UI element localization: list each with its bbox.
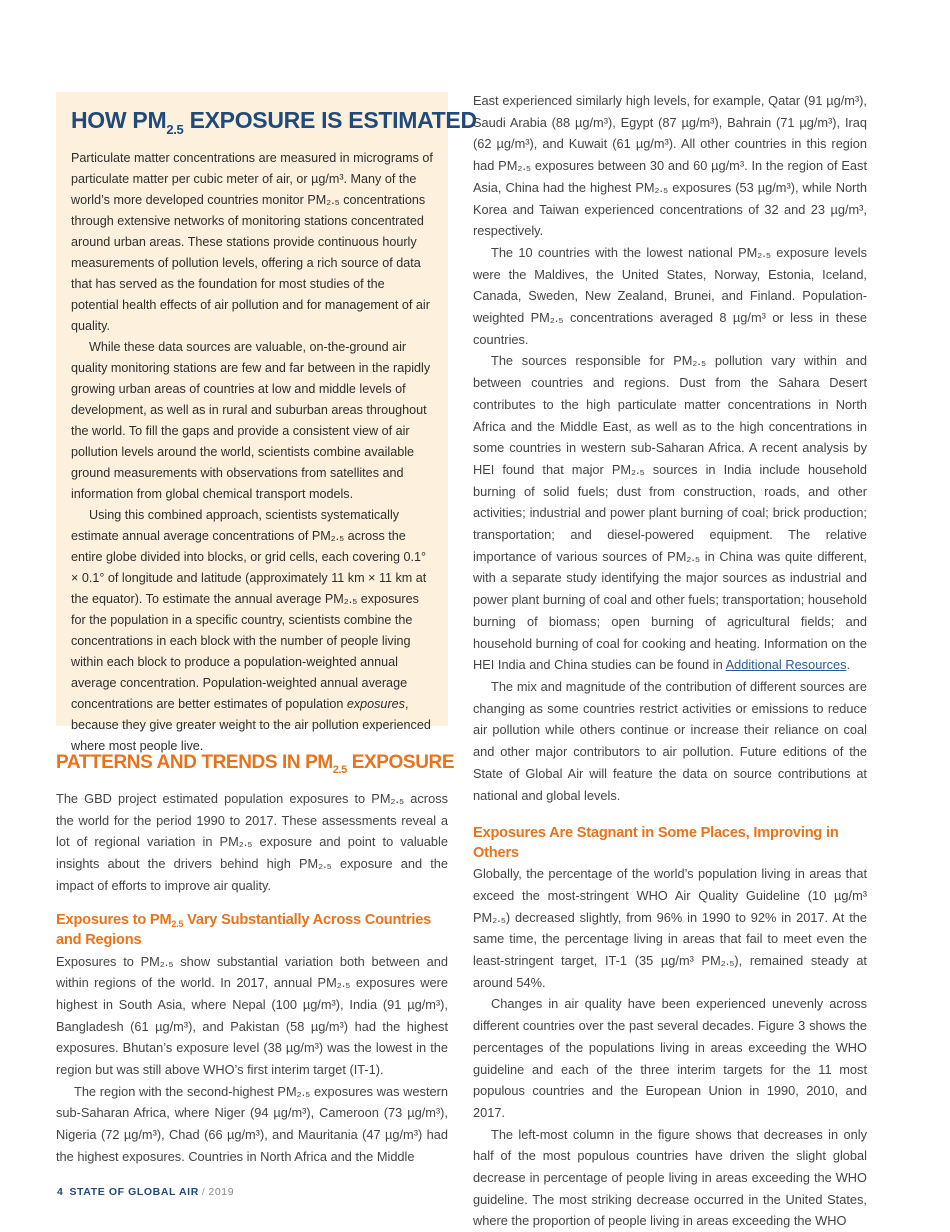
subsection-heading: Exposures Are Stagnant in Some Places, Improving in Others (473, 825, 839, 861)
sidebar-paragraph (71, 505, 433, 757)
page-footer (57, 1186, 234, 1198)
subheading-text: Exposures to PM (56, 911, 172, 928)
sidebar-title (71, 106, 477, 138)
page-number: 4 (57, 1186, 64, 1198)
body-text: The sources responsible for PM₂.₅ pollution vary within and between countries and regions. Dust from the Sahara Desert contributes to the high particulate matter concentrations in North Africa and the Middle East, as well as to the high concentrations in some countries in western sub-Saharan Africa. A recent analysis by HEI found that major PM₂.₅ sources in India include household burning of solid fuels; dust from construction, roads, and other activities; industrial and power plant burning of coal; brick production; transportation; and diesel-powered equipment. The relative importance of various sources of PM₂.₅ in China was quite different, with a separate study identifying the major sources as industrial and power plant burning of coal and other fuels; transportation; household burning of biomass; open burning of agricultural fields; and household burning of coal for cooking and heating. Information on the HEI India and China studies can be found in (473, 353, 867, 673)
heading-text: PATTERNS AND TRENDS IN PM (56, 752, 333, 773)
heading-text-end: EXPOSURE (346, 752, 455, 773)
section-heading (56, 750, 455, 778)
footer-separator: / (201, 1186, 206, 1198)
subsection-heading (56, 911, 448, 951)
heading-subscript: 2.5 (332, 764, 347, 776)
sidebar-title-text: HOW PM (71, 107, 167, 133)
publication-year: 2019 (208, 1186, 235, 1198)
sidebar-paragraph: Particulate matter concentrations are measured in micrograms of particulate matter per cubic meter of air, or µg/m³. Many of the world’s more developed countries monitor PM₂.₅ concentrations through extensive networks of monitoring stations concentrated around urban areas. These stations provide continuous hourly measurements of pollution levels, offering a rich source of data that has served as the foundation for most studies of the potential health effects of air pollution and for management of air quality. (71, 151, 433, 333)
sidebar-title-text-end: EXPOSURE IS ESTIMATED (183, 107, 477, 133)
body-paragraph: The region with the second-highest PM₂.₅ exposures was western sub-Saharan Africa, where Niger (94 µg/m³), Cameroon (73 µg/m³), Nigeria (72 µg/m³), Chad (66 µg/m³), and Mauritania (47 µg/m³) had the highest exposures. Countries in North Africa and the Middle (56, 1083, 448, 1164)
body-paragraph: The left-most column in the figure shows that decreases in only half of the most populous countries have driven the slight global decrease in percentage of people living in areas exceeding the WHO guideline. The most striking decrease occurred in the United States, where the proportion of people living in areas exceeding the WHO (473, 1126, 867, 1229)
body-paragraph (473, 350, 867, 676)
sidebar-box (56, 92, 477, 753)
sidebar-paragraph: While these data sources are valuable, on-the-ground air quality monitoring stations are few and far between in the rapidly growing urban areas of countries at low and middle levels of development, as well as in rural and suburban areas throughout the world. To fill the gaps and provide a consistent view of air pollution levels around the world, scientists combine available ground measurements with observations from satellites and information from global chemical transport models. (71, 340, 431, 501)
sidebar-title-subscript: 2.5 (166, 122, 184, 137)
body-paragraph: East experienced similarly high levels, for example, Qatar (91 µg/m³), Saudi Arabia (88 µg/m³), Egypt (87 µg/m³), Bahrain (71 µg/m³), Iraq (62 µg/m³), and Kuwait (61 µg/m³). All other countries in this region had PM₂.₅ exposures between 30 and 60 µg/m³. In the region of East Asia, China had the highest PM₂.₅ exposures (53 µg/m³), while North Korea and Taiwan experienced concentrations of 32 and 23 µg/m³, respectively. (473, 93, 867, 239)
sidebar-text: Using this combined approach, scientists systematically estimate annual average concentrations of PM₂.₅ across the entire globe divided into blocks, or grid cells, each covering 0.1° × 0.1° of longitude and latitude (approximately 11 km × 11 km at the equator). To estimate the annual average PM₂.₅ exposures for the population in a specific country, scientists combine the concentrations in each block with the number of people living within each block to produce a population-weighted annual average concentration. Population-weighted annual average concentrations are better estimates of population (71, 508, 427, 711)
body-paragraph: The 10 countries with the lowest national PM₂.₅ exposure levels were the Maldives, the United States, Norway, Estonia, Iceland, Canada, Sweden, New Zealand, Brunei, and Finland. Population-weighted PM₂.₅ concentrations averaged 8 µg/m³ or less in these countries. (473, 244, 867, 347)
body-paragraph: The GBD project estimated population exposures to PM₂.₅ across the world for the period 1990 to 2017. These assessments reveal a lot of regional variation in PM₂.₅ exposure and point to valuable insights about the drivers behind high PM₂.₅ exposure and the impact of efforts to improve air quality. (56, 791, 448, 893)
additional-resources-link[interactable]: Additional Resources (725, 657, 847, 673)
body-paragraph: Exposures to PM₂.₅ show substantial variation both between and within regions of the world. In 2017, annual PM₂.₅ exposures were highest in South Asia, where Nepal (100 µg/m³), India (91 µg/m³), Bangladesh (61 µg/m³), and Pakistan (58 µg/m³) had the highest exposures. Bhutan’s exposure level (38 µg/m³) was the lowest in the region but was still above WHO’s first interim target (IT-1). (56, 953, 448, 1078)
sidebar-text: , because they give greater weight to the air pollution experienced where most people live. (71, 697, 431, 753)
sidebar-emphasis: exposures (346, 697, 405, 711)
body-paragraph: The mix and magnitude of the contribution of different sources are changing as some countries restrict activities or emissions to reduce air pollution while others continue or increase their reliance on coal and other major contributors to air pollution. Future editions of the State of Global Air will feature the data on source contributions at national and global levels. (473, 678, 867, 803)
subheading-subscript: 2.5 (171, 918, 184, 929)
left-column (56, 750, 455, 1168)
body-paragraph: Changes in air quality have been experienced unevenly across different countries over the past several decades. Figure 3 shows the percentages of the populations living in areas exceeding the WHO guideline and each of the three interim targets for the 11 most populous countries and the European Union in 1990, 2010, and 2017. (473, 996, 867, 1120)
body-text: . (846, 657, 851, 673)
publication-title: STATE OF GLOBAL AIR (69, 1186, 199, 1198)
body-paragraph: Globally, the percentage of the world’s population living in areas that exceed the most-stringent WHO Air Quality Guideline (10 µg/m³ PM₂.₅) decreased slightly, from 96% in 1990 to 92% in 2017. At the same time, the percentage living in areas that fail to meet even the least-stringent target, IT-1 (35 µg/m³ PM₂.₅), remained steady at around 54%. (473, 866, 867, 990)
subheading-text-end: Vary Substantially Across Countries and Regions (56, 911, 432, 949)
right-column (473, 90, 867, 1232)
